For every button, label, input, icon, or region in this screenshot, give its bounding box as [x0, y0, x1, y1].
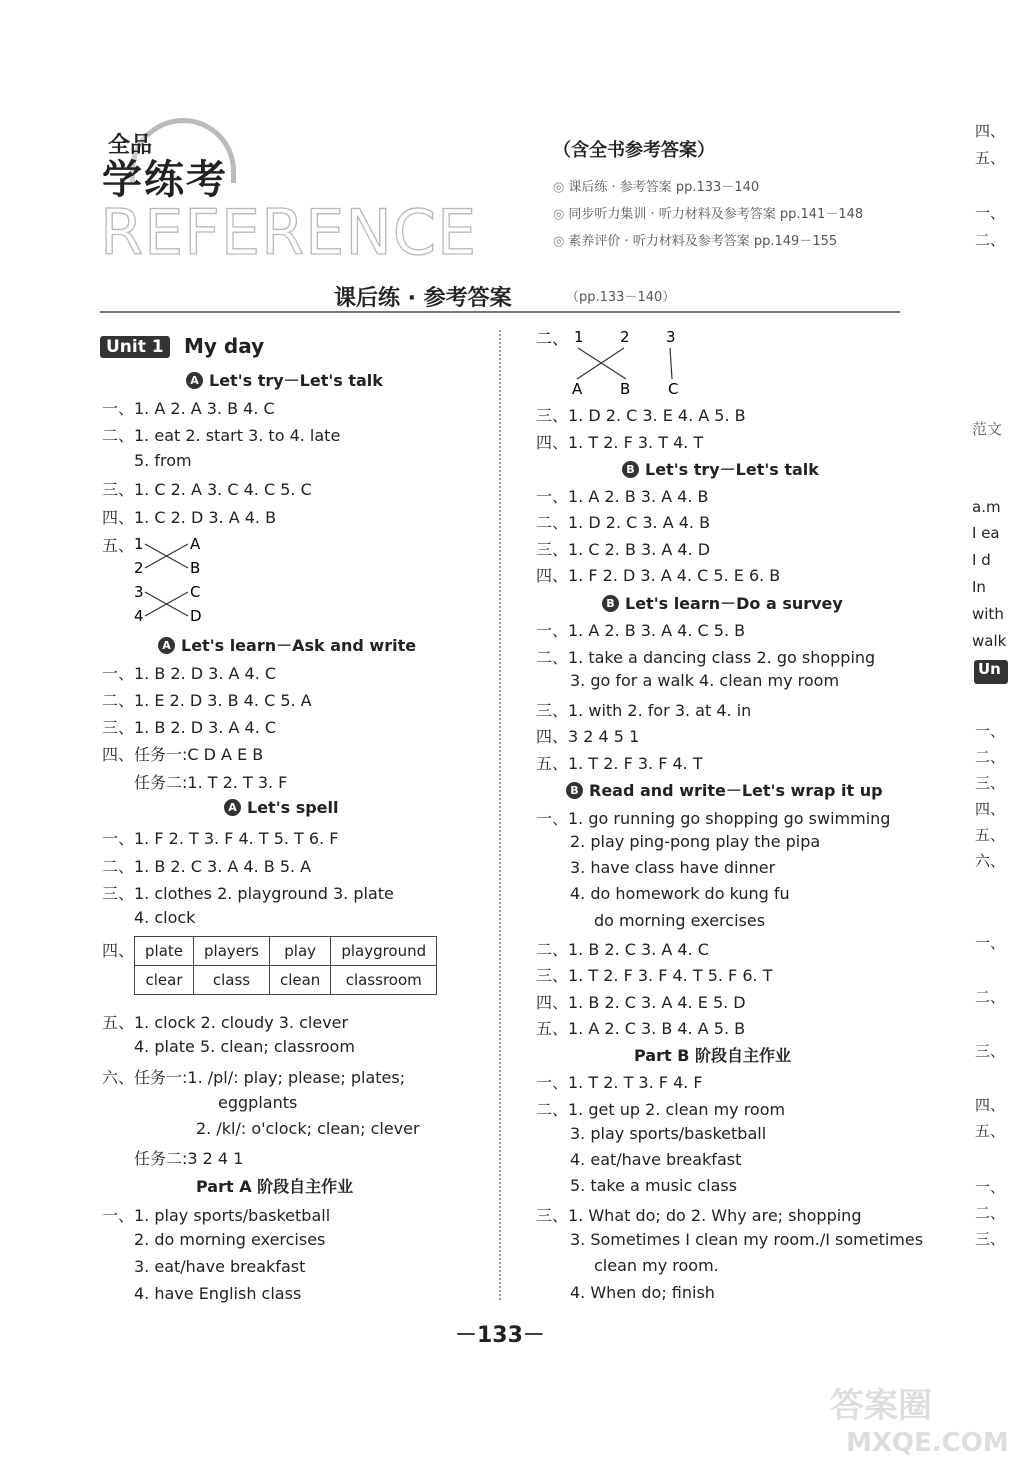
note-line-3: ◎ 素养评价 · 听力材料及参考答案 pp.149－155	[553, 234, 838, 249]
answer-line: 二、1. E 2. D 3. B 4. C 5. A	[102, 691, 312, 710]
match-right-label: A	[190, 535, 201, 553]
answer-line: 一、1. A 2. A 3. B 4. C	[102, 399, 275, 418]
logo-small-text: 全品	[108, 133, 153, 158]
match-line	[578, 348, 626, 379]
answer-line: 2. do morning exercises	[134, 1230, 326, 1249]
match-line	[577, 348, 624, 379]
answer-line: 2. /kl/: o'clock; clean; clever	[196, 1119, 420, 1138]
answer-line: 一、1. F 2. T 3. F 4. T 5. T 6. F	[102, 829, 339, 848]
answer-line: 3. have class have dinner	[570, 858, 776, 877]
section-heading: B Let's try－Let's talk	[622, 457, 819, 480]
section-heading: B Read and write－Let's wrap it up	[566, 778, 883, 801]
watermark-logo: 答案圈	[830, 1386, 932, 1426]
match-left-label: 2	[134, 559, 144, 577]
margin-text: 六、	[975, 852, 1006, 870]
match-line	[670, 348, 672, 379]
margin-text: 五、	[975, 1122, 1006, 1140]
answer-line: 三、1. C 2. B 3. A 4. D	[536, 540, 711, 559]
answer-line: 一、1. play sports/basketball	[102, 1206, 331, 1225]
match-top-label: 3	[666, 328, 676, 346]
bullet-icon: ◎	[553, 180, 565, 195]
answer-line: 2. play ping-pong play the pipa	[570, 832, 821, 851]
match-prefix: 二、	[536, 329, 569, 348]
column-divider	[499, 330, 501, 1300]
answer-line: 4. When do; finish	[570, 1283, 715, 1302]
answer-line: 3. eat/have breakfast	[134, 1257, 306, 1276]
margin-text: 一、	[975, 1178, 1006, 1196]
watermark-url: MXQE.COM	[846, 1428, 1009, 1458]
margin-text: 五、	[975, 149, 1006, 167]
page-title: 课后练 · 参考答案	[334, 286, 512, 311]
margin-text: 四、	[975, 800, 1006, 818]
section-badge-icon: B	[566, 782, 583, 799]
match-left-label: 3	[134, 583, 144, 601]
table-cell: playground	[331, 937, 437, 966]
table-cell: clear	[135, 966, 194, 995]
answer-line: 五、1. A 2. C 3. B 4. A 5. B	[536, 1019, 746, 1038]
answer-line: 五、1. T 2. F 3. F 4. T	[536, 754, 703, 773]
section-heading: Part B 阶段自主作业	[634, 1046, 791, 1065]
answer-line: 4. plate 5. clean; classroom	[134, 1037, 355, 1056]
unit-badge-partial: Un	[974, 660, 1008, 684]
answer-line: 二、1. B 2. C 3. A 4. C	[536, 940, 709, 959]
answer-line: 任务二:1. T 2. T 3. F	[134, 773, 288, 792]
section-badge-icon: A	[186, 372, 203, 389]
answer-line: 一、1. B 2. D 3. A 4. C	[102, 664, 277, 683]
margin-text: 三、	[975, 1042, 1006, 1060]
answer-line: 4. clock	[134, 908, 196, 927]
match-right-label: C	[190, 583, 201, 601]
table-row	[135, 937, 437, 966]
matching-diagram	[130, 532, 220, 628]
title-divider	[100, 311, 900, 313]
match-bottom-label: A	[572, 380, 583, 398]
section-heading: A Let's try－Let's talk	[186, 368, 383, 391]
margin-text: 范文	[972, 420, 1003, 438]
answer-line: 二、1. get up 2. clean my room	[536, 1100, 786, 1119]
answer-line: 3. play sports/basketball	[570, 1124, 767, 1143]
answer-line: 四、	[102, 941, 135, 960]
match-bottom-label: C	[668, 380, 679, 398]
bullet-icon: ◎	[553, 207, 565, 222]
answer-line: 一、1. A 2. B 3. A 4. B	[536, 487, 709, 506]
answer-line: 二、1. take a dancing class 2. go shopping	[536, 648, 876, 667]
answer-line: 三、1. D 2. C 3. E 4. A 5. B	[536, 406, 746, 425]
answer-line: 3. Sometimes I clean my room./I sometimes	[570, 1230, 924, 1249]
answer-line: 三、1. B 2. D 3. A 4. C	[102, 718, 277, 737]
answer-line: 三、1. What do; do 2. Why are; shopping	[536, 1206, 862, 1225]
answer-line: 五、1. clock 2. cloudy 3. clever	[102, 1013, 349, 1032]
answer-line: 四、1. T 2. F 3. T 4. T	[536, 433, 704, 452]
note-title: （含全书参考答案）	[553, 140, 715, 161]
matching-diagram	[534, 326, 694, 398]
note-line-2: ◎ 同步听力集训 · 听力材料及参考答案 pp.141－148	[553, 207, 864, 222]
answer-line: 4. have English class	[134, 1284, 302, 1303]
table-cell: plate	[135, 937, 194, 966]
match-left-label: 1	[134, 535, 144, 553]
margin-text: 二、	[975, 748, 1006, 766]
bullet-icon: ◎	[553, 234, 565, 249]
reference-heading: REFERENCE	[100, 196, 478, 269]
margin-text: 三、	[975, 1230, 1006, 1248]
match-top-label: 1	[574, 328, 584, 346]
table-cell: play	[269, 937, 330, 966]
answer-line: 4. eat/have breakfast	[570, 1150, 742, 1169]
margin-text: walk	[972, 632, 1007, 650]
margin-text: 二、	[975, 231, 1006, 249]
answer-line: 任务二:3 2 4 1	[134, 1149, 244, 1168]
unit-title: My day	[184, 334, 265, 358]
answer-line: 三、1. T 2. F 3. F 4. T 5. F 6. T	[536, 966, 773, 985]
answer-line: 三、1. C 2. A 3. C 4. C 5. C	[102, 480, 312, 499]
section-badge-icon: A	[224, 799, 241, 816]
margin-text: 二、	[975, 988, 1006, 1006]
table-cell: clean	[269, 966, 330, 995]
answer-line: 一、1. go running go shopping go swimming	[536, 809, 891, 828]
answer-line: 4. do homework do kung fu	[570, 884, 790, 903]
answer-line: 二、1. D 2. C 3. A 4. B	[536, 513, 711, 532]
table-cell: classroom	[331, 966, 437, 995]
page-number: －133－	[455, 1323, 545, 1348]
margin-text: In	[972, 578, 986, 596]
table-row	[135, 966, 437, 995]
answer-line: 四、3 2 4 5 1	[536, 727, 640, 746]
unit-badge: Unit 1	[100, 336, 170, 358]
answer-line: 三、1. clothes 2. playground 3. plate	[102, 884, 394, 903]
margin-text: with	[972, 605, 1004, 623]
answer-line: 3. go for a walk 4. clean my room	[570, 671, 840, 690]
margin-text: 二、	[975, 1204, 1006, 1222]
note-line-1: ◎ 课后练 · 参考答案 pp.133－140	[553, 180, 760, 195]
answer-line: clean my room.	[594, 1256, 719, 1275]
margin-text: 四、	[975, 1096, 1006, 1114]
answer-line: 六、任务一:1. /pl/: play; please; plates;	[102, 1068, 406, 1087]
match-bottom-label: B	[620, 380, 631, 398]
margin-text: I d	[972, 551, 991, 569]
answer-line: eggplants	[218, 1093, 298, 1112]
margin-text: 三、	[975, 774, 1006, 792]
match-right-label: B	[190, 559, 201, 577]
section-badge-icon: B	[602, 595, 619, 612]
answer-line: 五、	[102, 536, 135, 555]
match-left-label: 4	[134, 607, 144, 625]
match-right-label: D	[190, 607, 202, 625]
margin-text: 五、	[975, 826, 1006, 844]
answer-line: 二、1. eat 2. start 3. to 4. late	[102, 426, 341, 445]
page-range: （pp.133－140）	[566, 290, 676, 305]
answer-line: 5. take a music class	[570, 1176, 738, 1195]
margin-text: I ea	[972, 524, 1000, 542]
logo-brand-text: 学练考	[102, 157, 228, 203]
answer-line: do morning exercises	[594, 911, 766, 930]
margin-text: 一、	[975, 722, 1006, 740]
answer-line: 一、1. A 2. B 3. A 4. C 5. B	[536, 621, 746, 640]
section-badge-icon: A	[158, 637, 175, 654]
margin-text: 四、	[975, 122, 1006, 140]
section-badge-icon: B	[622, 461, 639, 478]
table-cell: class	[194, 966, 270, 995]
answer-line: 三、1. with 2. for 3. at 4. in	[536, 701, 752, 720]
answer-line: 二、1. B 2. C 3. A 4. B 5. A	[102, 857, 312, 876]
answer-line: 一、1. T 2. T 3. F 4. F	[536, 1073, 703, 1092]
match-top-label: 2	[620, 328, 630, 346]
table-cell: players	[194, 937, 270, 966]
answer-line: 四、1. F 2. D 3. A 4. C 5. E 6. B	[536, 566, 781, 585]
answer-line: 四、任务一:C D A E B	[102, 745, 264, 764]
section-heading: A Let's spell	[224, 798, 338, 817]
section-heading: B Let's learn－Do a survey	[602, 591, 843, 614]
section-heading: Part A 阶段自主作业	[196, 1177, 354, 1196]
section-heading: A Let's learn－Ask and write	[158, 633, 416, 656]
margin-text: 一、	[975, 934, 1006, 952]
margin-text: 一、	[975, 204, 1006, 222]
answer-line: 四、1. C 2. D 3. A 4. B	[102, 508, 277, 527]
spelling-table	[134, 936, 437, 995]
answer-line: 5. from	[134, 451, 192, 470]
answer-line: 四、1. B 2. C 3. A 4. E 5. D	[536, 993, 746, 1012]
margin-text: a.m	[972, 498, 1001, 516]
